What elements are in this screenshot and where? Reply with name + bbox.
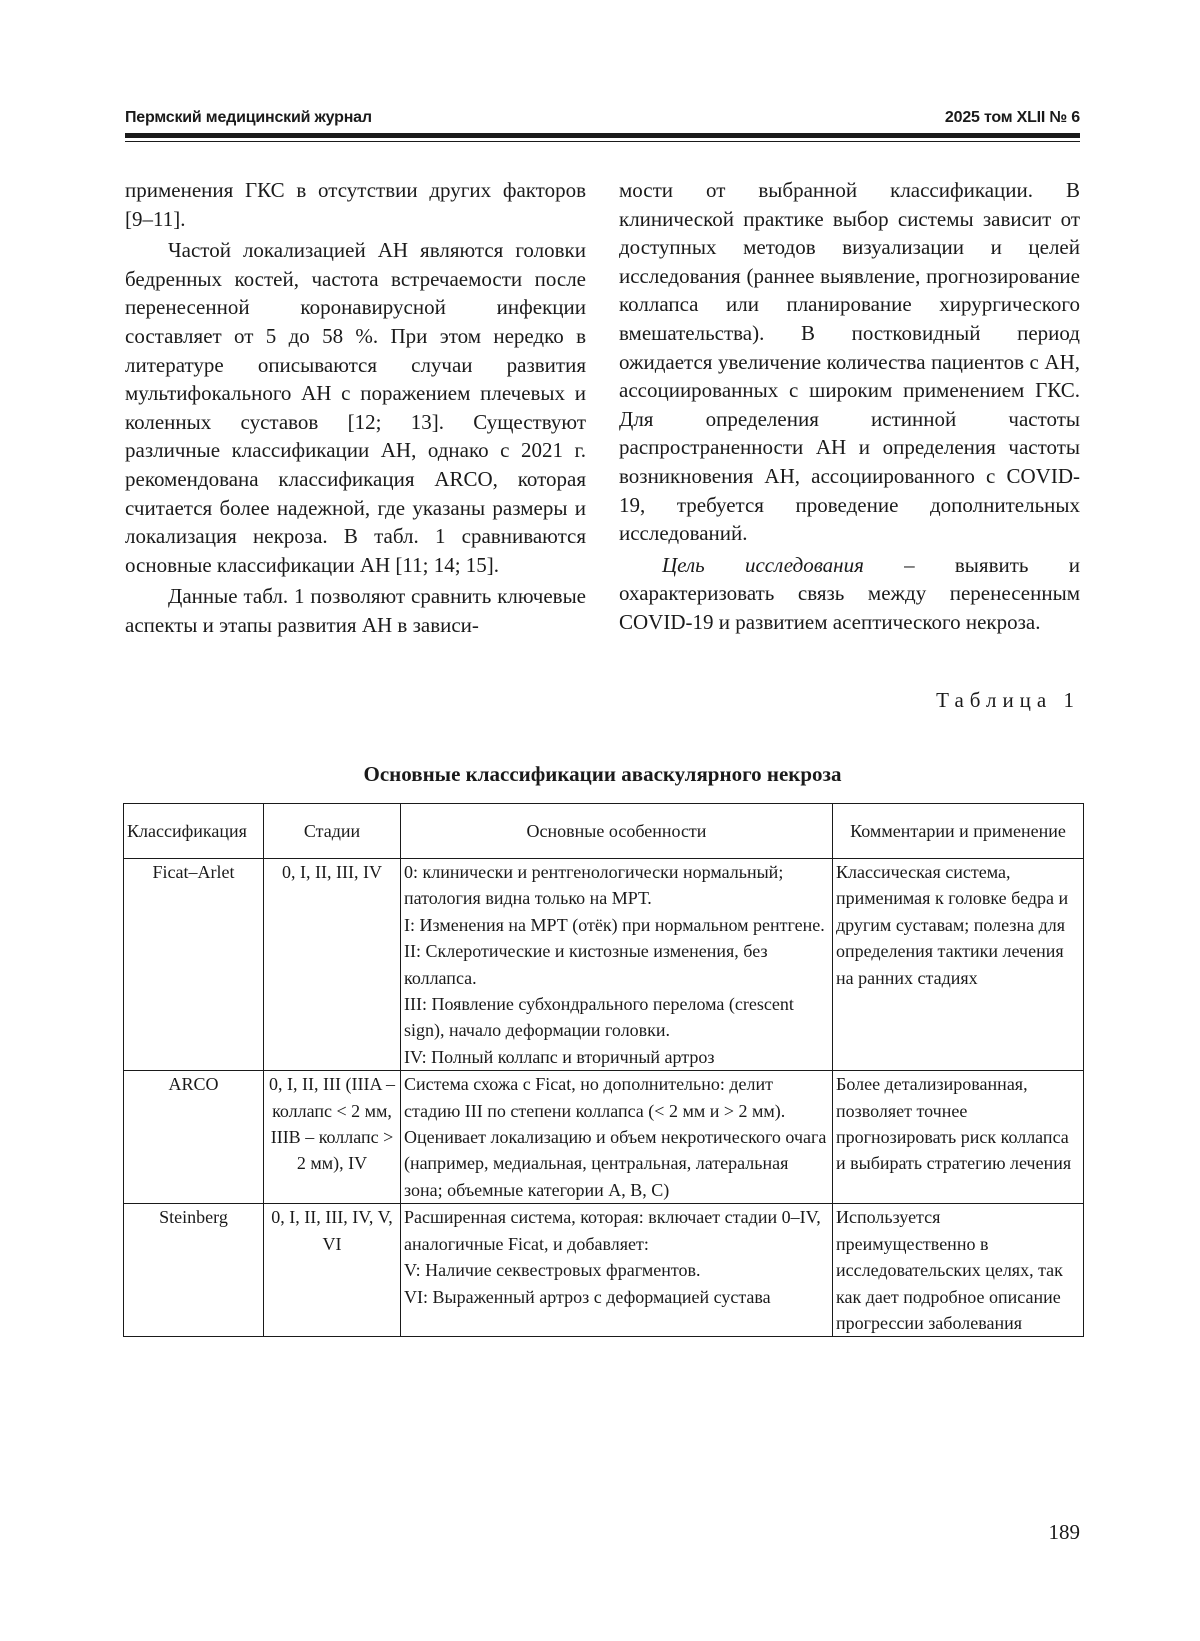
left-paragraph-1: применения ГКС в отсутствии других факторов [9–11]. — [125, 178, 586, 231]
left-paragraph-3: Данные табл. 1 позволяют сравнить ключевые аспекты и этапы развития АН в зависи- — [125, 584, 586, 637]
cell-features — [401, 1071, 833, 1204]
feature-line: VI: Выраженный артроз с деформацией сустава — [404, 1286, 771, 1307]
page-number: 189 — [1048, 1520, 1080, 1544]
cell-comments: Используется преимущественно в исследовательских целях, так как дает подробное описание прогрессии заболевания — [833, 1204, 1084, 1337]
table-row — [124, 1204, 1084, 1337]
right-paragraph-2 — [619, 551, 1080, 637]
issue-info: 2025 том XLII № 6 — [944, 109, 1080, 126]
cell-stages: 0, I, II, III, IV — [264, 859, 401, 1071]
feature-line: I: Изменения на МРТ (отёк) при нормальном рентгене. — [404, 914, 825, 935]
cell-classification: ARCO — [124, 1071, 264, 1204]
left-paragraph-2: Частой локализацией АН являются головки бедренных костей, частота встречаемости после перенесенной коронавирусной инфекции составляет от 5 до 58 %. При этом нередко в литературе описываются случаи развития мультифокального АН с поражением плечевых и коленных суставов [12; 13]. Существуют различные классификации АН, однако с 2021 г. рекомендована классификация ARCO, которая считается более надежной, где указаны размеры и локализация некроза. В табл. 1 сравниваются основные классификации АН [11; 14; 15]. — [125, 238, 586, 577]
table-header-row — [124, 804, 1084, 859]
cell-stages: 0, I, II, III (IIIA – коллапс < 2 мм, IIIB – коллапс > 2 мм), IV — [264, 1071, 401, 1204]
header-stages: Стадии — [264, 804, 401, 859]
header-rule-thick — [125, 133, 1080, 138]
header-rule-thin — [125, 141, 1080, 142]
cell-stages: 0, I, II, III, IV, V, VI — [264, 1204, 401, 1337]
table-title: Основные классификации аваскулярного некроза — [363, 762, 842, 786]
journal-name: Пермский медицинский журнал — [125, 109, 372, 126]
cell-features — [401, 859, 833, 1071]
feature-line: 0: клинически и рентгенологически нормальный; патология видна только на МРТ. — [404, 862, 784, 909]
cell-classification: Steinberg — [124, 1204, 264, 1337]
table-row — [124, 1071, 1084, 1204]
feature-line: III: Появление субхондрального перелома (crescent sign), начало деформации головки. — [404, 994, 794, 1041]
cell-features — [401, 1204, 833, 1337]
feature-line: Система схожа с Ficat, но дополнительно: делит стадию III по степени коллапса (< 2 мм и > 2 мм). Оценивает локализацию и объем некротического очага (например, медиальная, центральная, латеральная зона; объемные категории A, B, C) — [404, 1074, 827, 1200]
feature-line: V: Наличие секвестровых фрагментов. — [404, 1260, 701, 1281]
right-column — [619, 176, 1080, 640]
header-comments: Комментарии и применение — [833, 804, 1084, 859]
right-paragraph-1: мости от выбранной классификации. В клинической практике выбор системы зависит от доступных методов визуализации и целей исследования (раннее выявление, прогнозирование коллапса или планирование хирургического вмешательства). В постковидный период ожидается увеличение количества пациентов с АН, ассоциированных с широким применением ГКС. Для определения истинной частоты распространенности АН и определения частоты возникновения АН, ассоциированного с COVID-19, требуется проведение дополнительных исследований. — [619, 178, 1080, 546]
study-aim-label: Цель исследования — [662, 552, 864, 577]
table-label: Таблица 1 — [936, 688, 1080, 712]
header-features: Основные особенности — [401, 804, 833, 859]
feature-line: IV: Полный коллапс и вторичный артроз — [404, 1046, 715, 1067]
feature-line: II: Склеротические и кистозные изменения, без коллапса. — [404, 941, 768, 988]
cell-classification: Ficat–Arlet — [124, 859, 264, 1071]
cell-comments: Более детализированная, позволяет точнее прогнозировать риск коллапса и выбирать стратегию лечения — [833, 1071, 1084, 1204]
table-row — [124, 859, 1084, 1071]
cell-comments: Классическая система, применимая к головке бедра и другим суставам; полезна для определения тактики лечения на ранних стадиях — [833, 859, 1084, 1071]
running-header — [125, 109, 1080, 131]
header-classification: Классификация — [124, 804, 264, 859]
study-aim-text: – выявить и охарактеризовать связь между перенесенным COVID-19 и развитием асептического некроза. — [619, 552, 1080, 634]
classification-table — [123, 803, 1084, 1337]
feature-line: Расширенная система, которая: включает стадии 0–IV, аналогичные Ficat, и добавляет: — [404, 1207, 821, 1254]
left-column — [125, 176, 586, 643]
